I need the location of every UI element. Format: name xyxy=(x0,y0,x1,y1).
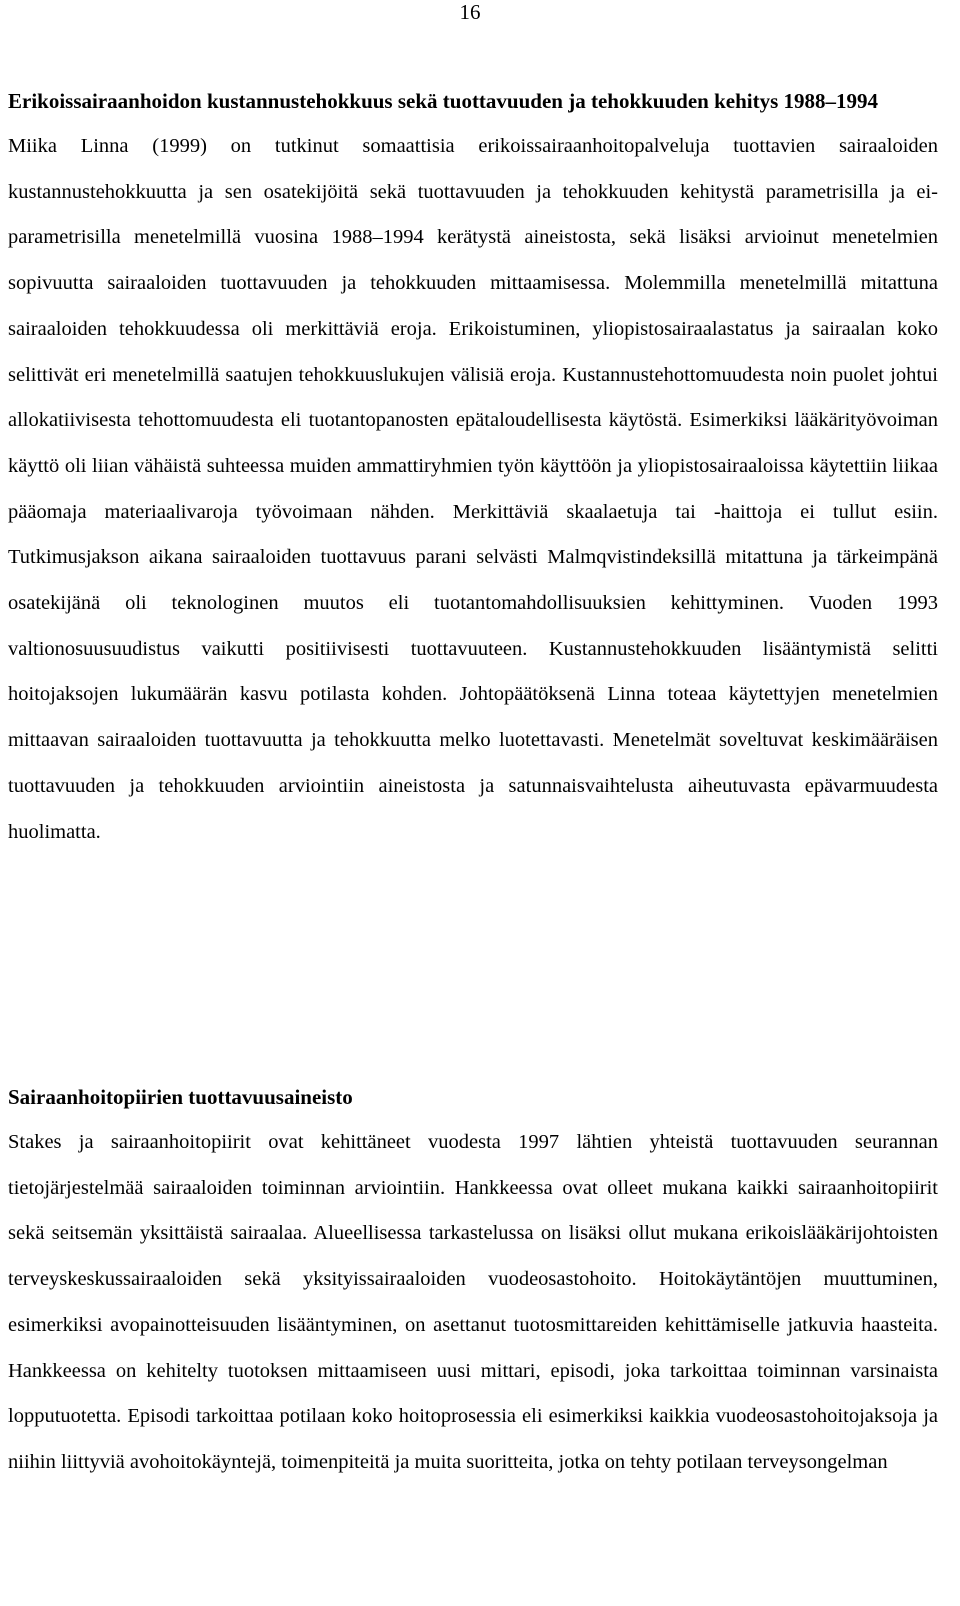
section-heading: Sairaanhoitopiirien tuottavuusaineisto xyxy=(8,1085,353,1109)
section-productivity-data xyxy=(8,1074,938,1486)
section-efficiency-development xyxy=(8,78,938,855)
section-paragraph: Stakes ja sairaanhoitopiirit ovat kehittäneet vuodesta 1997 lähtien yhteistä tuottavuuden seurannan tietojärjestelmää sairaaloiden toiminnan arviointiin. Hankkeessa ovat olleet mukana kaikki sairaanhoitopiirit sekä seitsemän yksittäistä sairaalaa. Alueellisessa tarkastelussa on lisäksi ollut mukana erikoislääkärijohtoisten terveyskeskussairaaloiden sekä yksityissairaaloiden vuodeosastohoito. Hoitokäytäntöjen muuttuminen, esimerkiksi avopainotteisuuden lisääntyminen, on asettanut tuotosmittareiden kehittämiselle jatkuvia haasteita. Hankkeessa on kehitelty tuotoksen mittaamiseen uusi mittari, episodi, joka tarkoittaa toiminnan varsinaista lopputuotetta. Episodi tarkoittaa potilaan koko hoitoprosessia eli esimerkiksi kaikkia vuodeosastohoitojaksoja ja niihin liittyviä avohoitokäyntejä, toimenpiteitä ja muita suoritteita, jotka on tehty potilaan terveysongelman xyxy=(8,1131,938,1473)
section-paragraph: Miika Linna (1999) on tutkinut somaattisia erikoissairaanhoitopalveluja tuottavien sairaaloiden kustannustehokkuutta ja sen osatekijöitä sekä tuottavuuden ja tehokkuuden kehitystä parametrisilla ja ei-parametrisilla menetelmillä vuosina 1988–1994 kerätystä aineistosta, sekä lisäksi arvioinut menetelmien sopivuutta sairaaloiden tuottavuuden ja tehokkuuden mittaamisessa. Molemmilla menetelmillä mitattuna sairaaloiden tehokkuudessa oli merkittäviä eroja. Erikoistuminen, yliopistosairaalastatus ja sairaalan koko selittivät eri menetelmillä saatujen tehokkuuslukujen välisiä eroja. Kustannustehottomuudesta noin puolet johtui allokatiivisesta tehottomuudesta eli tuotantopanosten epätaloudellisesta käytöstä. Esimerkiksi lääkärityövoiman käyttö oli liian vähäistä suhteessa muiden ammattiryhmien työn käyttöön ja yliopistosairaaloissa käytettiin liikaa pääomaja materiaalivaroja työvoimaan nähden. Merkittäviä skaalaetuja tai -haittoja ei tullut esiin. Tutkimusjakson aikana sairaaloiden tuottavuus parani selvästi Malmqvistindeksillä mitattuna ja tärkeimpänä osatekijänä oli teknologinen muutos eli tuotantomahdollisuuksien kehittyminen. Vuoden 1993 valtionosuusuudistus vaikutti positiivisesti tuottavuuteen. Kustannustehokkuuden lisääntymistä selitti hoitojaksojen lukumäärän kasvu potilasta kohden. Johtopäätöksenä Linna toteaa käytettyjen menetelmien mittaavan sairaaloiden tuottavuutta ja tehokkuutta melko luotettavasti. Menetelmät soveltuvat keskimääräisen tuottavuuden ja tehokkuuden arviointiin aineistosta ja satunnaisvaihtelusta aiheutuvasta epävarmuudesta huolimatta. xyxy=(8,135,938,843)
page-number: 16 xyxy=(459,0,481,24)
section-heading: Erikoissairaanhoidon kustannustehokkuus sekä tuottavuuden ja tehokkuuden kehitys 1988–1994 xyxy=(8,89,879,113)
